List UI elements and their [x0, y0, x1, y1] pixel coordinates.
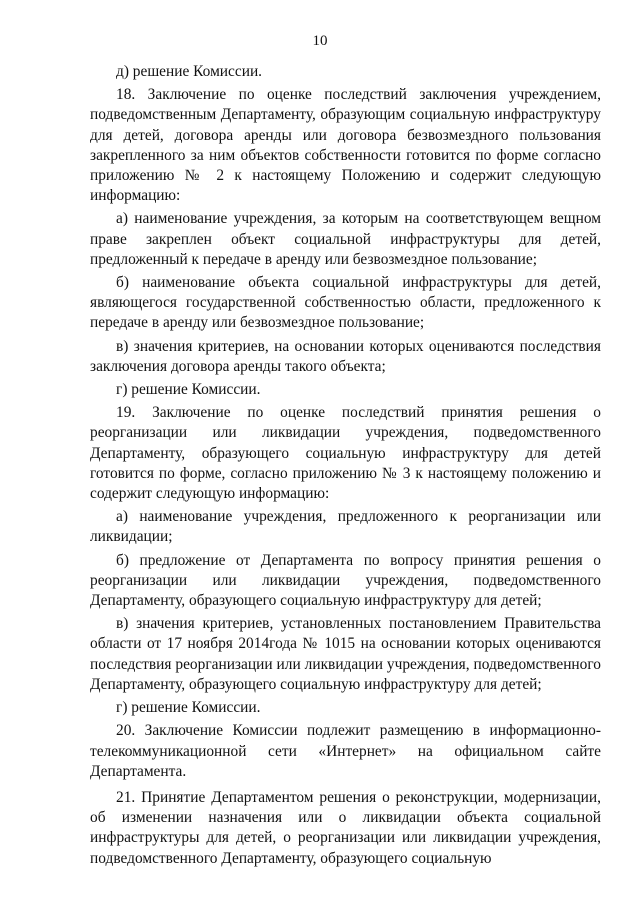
- paragraph-18-item-v: в) значения критериев, на основании которых оцениваются последствия заключения договора аренды такого объекта;: [90, 337, 601, 375]
- paragraph-18-item-b: б) наименование объекта социальной инфраструктуры для детей, являющегося государственной собственностью области, предложенного к передаче в аренду или безвозмездное пользование;: [90, 274, 601, 332]
- paragraph-18: 18. Заключение по оценке последствий заключения учреждением, подведомственным Департаменту, образующим социальную инфраструктуру для детей, договора аренды или договора безвозмездного пользования закрепленного за ним объектов собственности готовится по форме согласно приложению № 2 к настоящему Положению и содержит следующую информацию:: [90, 86, 601, 205]
- paragraph-19-item-g: г) решение Комиссии.: [116, 699, 261, 717]
- paragraph-21: 21. Принятие Департаментом решения о реконструкции, модернизации, об изменении назначения или о ликвидации объекта социальной инфраструктуры для детей, о реорганизации или ликвидации учреждения, подведомственного Департаменту, образующего социальную: [90, 788, 601, 867]
- paragraph-19: 19. Заключение по оценке последствий принятия решения о реорганизации или ликвидации учреждения, подведомственного Департаменту, образующего социальную инфраструктуру для детей готовится по форме, согласно приложению № 3 к настоящему положению и содержит следующую информацию:: [90, 404, 601, 503]
- paragraph-item-d-decision: д) решение Комиссии.: [116, 63, 263, 80]
- paragraph-18-item-a: а) наименование учреждения, за которым на соответствующем вещном праве закреплен объект социальной инфраструктуры для детей, предложенный к передаче в аренду или безвозмездное пользование;: [90, 210, 601, 268]
- document-body: [90, 62, 601, 869]
- paragraph-19-item-v: в) значения критериев, установленных постановлением Правительства области от 17 ноября 2014года № 1015 на основании которых оцениваются последствия реорганизации или ликвидации учреждения, подведомственного Департаменту, образующего социальную инфраструктуру для детей;: [90, 615, 601, 693]
- paragraph-19-item-b: б) предложение от Департамента по вопросу принятия решения о реорганизации или ликвидации учреждения, подведомственного Департаменту, образующего социальную инфраструктуру для детей;: [90, 551, 601, 610]
- paragraph-20: 20. Заключение Комиссии подлежит размещению в информационно-телекоммуникационной сети «Интернет» на официальном сайте Департамента.: [90, 722, 601, 780]
- paragraph-19-item-a: а) наименование учреждения, предложенного к реорганизации или ликвидации;: [90, 508, 601, 546]
- paragraph-18-item-g: г) решение Комиссии.: [116, 381, 261, 399]
- page-number: 10: [312, 33, 328, 49]
